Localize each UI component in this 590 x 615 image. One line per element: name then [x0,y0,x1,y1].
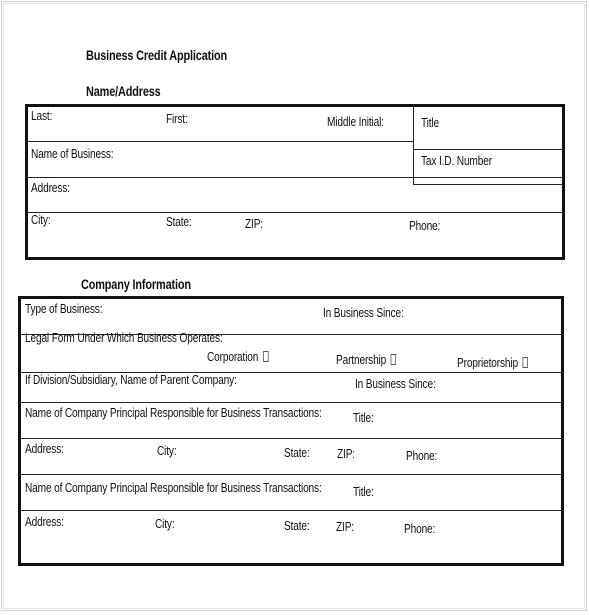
field-in-business-since-label: In Business Since: [323,305,404,320]
field-type-of-business-label: Type of Business: [25,301,103,316]
divider [27,177,562,178]
checkbox-icon[interactable] [391,354,396,365]
option-corporation[interactable] [207,349,268,364]
divider [413,149,562,150]
field-state-1-label: State: [284,445,310,460]
option-corporation-label: Corporation [207,349,259,364]
field-phone-label: Phone: [409,218,441,233]
field-zip-label: ZIP: [245,216,263,231]
field-address-label: Address: [31,180,70,195]
field-tax-id-label: Tax I.D. Number [421,153,492,168]
field-phone-1-label: Phone: [406,448,438,463]
field-principal-2-label: Name of Company Principal Responsible for Business Transactions: [25,480,322,495]
field-in-business-since-2-label: In Business Since: [355,376,436,391]
field-phone-2-label: Phone: [404,521,436,536]
field-first-label: First: [166,111,188,126]
field-title-2-label: Title: [353,484,374,499]
field-last-label: Last: [31,108,53,123]
form-title: Business Credit Application [86,47,228,63]
option-partnership[interactable] [336,352,396,367]
field-state-2-label: State: [284,518,310,533]
field-city-2-label: City: [155,516,175,531]
field-zip-1-label: ZIP: [337,446,355,461]
field-legal-form-label: Legal Form Under Which Business Operates: [25,330,223,345]
field-principal-1-label: Name of Company Principal Responsible for Business Transactions: [25,405,322,420]
divider [20,510,561,511]
field-state-label: State: [166,214,192,229]
field-business-name-label: Name of Business: [31,146,114,161]
checkbox-icon[interactable] [523,357,528,368]
field-city-label: City: [31,212,51,227]
field-address-2-label: Address: [25,514,64,529]
divider [20,438,561,439]
checkbox-icon[interactable] [263,351,268,362]
divider [27,212,562,213]
name-address-box [25,104,565,260]
option-proprietorship[interactable] [457,355,528,370]
option-proprietorship-label: Proprietorship [457,355,518,370]
divider [20,474,561,475]
field-middle-initial-label: Middle Initial: [327,114,384,129]
section-heading-company-info: Company Information [81,276,191,292]
field-address-1-label: Address: [25,441,64,456]
divider [27,141,414,142]
field-city-1-label: City: [157,443,177,458]
field-parent-company-label: If Division/Subsidiary, Name of Parent Company: [25,372,237,387]
section-heading-name-address: Name/Address [86,83,161,99]
divider-vertical [413,107,414,185]
divider [413,184,562,185]
field-zip-2-label: ZIP: [336,519,354,534]
option-partnership-label: Partnership [336,352,387,367]
divider [20,402,561,403]
field-title-label: Title [421,115,440,130]
field-title-1-label: Title: [353,410,374,425]
